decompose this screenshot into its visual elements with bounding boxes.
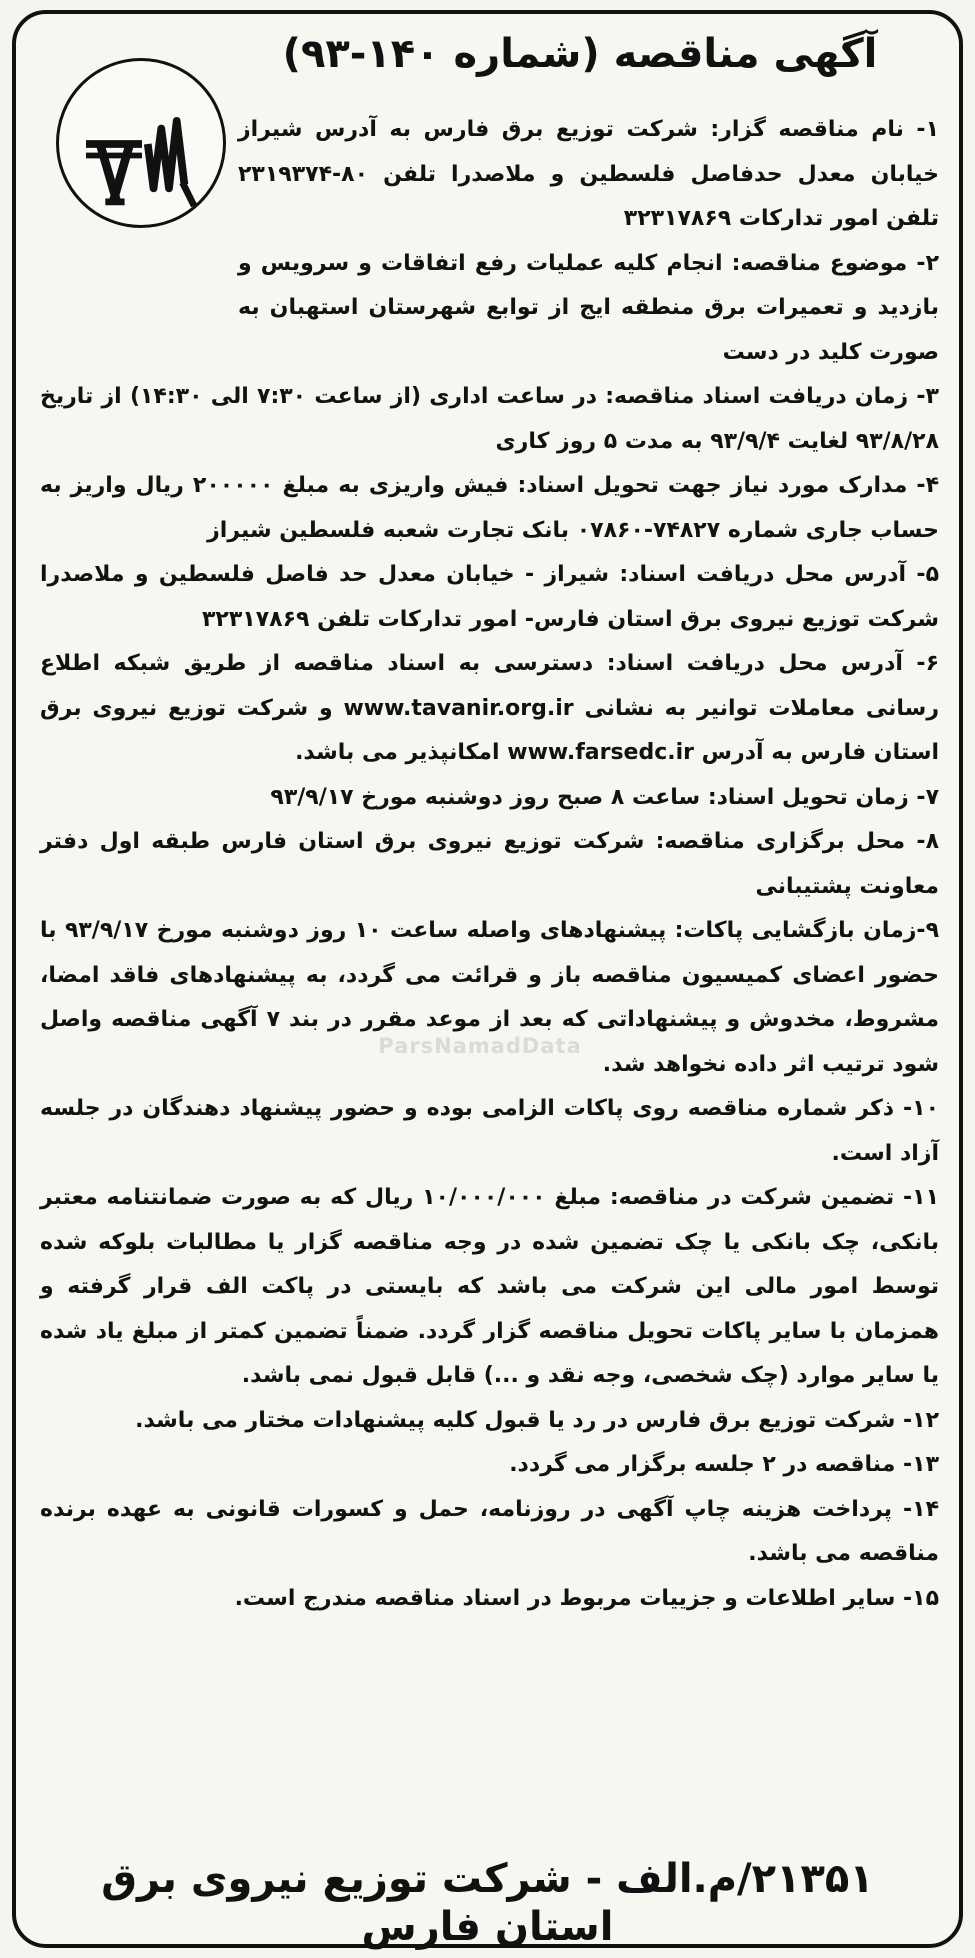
clause-15: ۱۵- سایر اطلاعات و جزییات مربوط در اسناد مناقصه مندرج است. xyxy=(234,1585,939,1611)
clause-6: ۶- آدرس محل دریافت اسناد: دسترسی به اسناد مناقصه از طریق شبکه اطلاع رسانی معاملات توانیر به نشانی www.tavanir.org.ir و شرکت توزیع نیروی برق استان فارس به آدرس www.farsedc.ir امکانپذیر می باشد. xyxy=(40,651,939,765)
clause-9: ۹-زمان بازگشایی پاکات: پیشنهادهای واصله ساعت ۱۰ روز دوشنبه مورخ ۹۳/۹/۱۷ با حضور اعضای کمیسیون مناقصه باز و قرائت می گردد، به پیشنهادهای فاقد امضا، مشروط، مخدوش و پیشنهاداتی که بعد از موعد مقرر در بند ۷ آگهی مناقصه واصل شود ترتیب اثر داده نخواهد شد. xyxy=(40,918,939,1077)
clause-12: ۱۲- شرکت توزیع برق فارس در رد یا قبول کلیه پیشنهادات مختار می باشد. xyxy=(135,1407,939,1433)
ad-title: آگهی مناقصه (شماره ۱۴۰-۹۳) xyxy=(282,31,878,77)
clause-10: ۱۰- ذکر شماره مناقصه روی پاکات الزامی بوده و حضور پیشنهاد دهندگان در جلسه آزاد است. xyxy=(40,1096,939,1166)
clause-5: ۵- آدرس محل دریافت اسناد: شیراز - خیابان معدل حد فاصل فلسطین و ملاصدرا شرکت توزیع نیروی برق استان فارس- امور تدارکات تلفن ۳۲۳۱۷۸۶۹ xyxy=(40,562,939,632)
clause-4: ۴- مدارک مورد نیاز جهت تحویل اسناد: فیش واریزی به مبلغ ۲۰۰۰۰۰ ریال واریز به حساب جاری شماره ۷۴۸۲۷-۰۷۸۶۰ بانک تجارت شعبه فلسطین شیراز xyxy=(40,473,940,543)
watermark-text: ParsNamadData xyxy=(378,1034,582,1058)
clause-11: ۱۱- تضمین شرکت در مناقصه: مبلغ ۱۰/۰۰۰/۰۰۰ ریال که به صورت ضمانتنامه معتبر بانکی، چک بانکی یا چک تضمین شده در وجه مناقصه گزار یا مطالبات بلوکه شده توسط امور مالی این شرکت می باشد که بایستی در پاکت الف قرار گرفته و همزمان با سایر پاکات تحویل مناقصه گزار گردد. ضمناً تضمین کمتر از مبلغ یاد شده یا سایر موارد (چک شخصی، وجه نقد و ...) قابل قبول نمی باشد. xyxy=(40,1185,939,1388)
clause-7: ۷- زمان تحویل اسناد: ساعت ۸ صبح روز دوشنبه مورخ ۹۳/۹/۱۷ xyxy=(270,784,939,810)
ad-footer: ۲۱۳۵۱/م.الف - شرکت توزیع نیروی برق استان فارس xyxy=(101,1856,874,1950)
clause-13: ۱۳- مناقصه در ۲ جلسه برگزار می گردد. xyxy=(509,1452,939,1477)
clause-2: ۲- موضوع مناقصه: انجام کلیه عملیات رفع اتفاقات و سرویس و بازدید و تعمیرات برق منطقه ایج از توابع شهرستان استهبان به صورت کلید در دست xyxy=(238,250,939,365)
clause-1: ۱- نام مناقصه گزار: شرکت توزیع برق فارس به آدرس شیراز خیابان معدل حدفاصل فلسطین و ملاصدرا تلفن ۸۰-۲۳۱۹۳۷۴ تلفن امور تدارکات ۳۲۳۱۷۸۶۹ xyxy=(238,117,939,231)
clause-8: ۸- محل برگزاری مناقصه: شرکت توزیع نیروی برق استان فارس طبقه اول دفتر معاونت پشتیبانی xyxy=(40,829,939,899)
clause-14: ۱۴- پرداخت هزینه چاپ آگهی در روزنامه، حمل و کسورات قانونی به عهده برنده مناقصه می باشد. xyxy=(40,1496,939,1566)
clause-3: ۳- زمان دریافت اسناد مناقصه: در ساعت اداری (از ساعت ۷:۳۰ الی ۱۴:۳۰) از تاریخ ۹۳/۸/۲۸ لغایت ۹۳/۹/۴ به مدت ۵ روز کاری xyxy=(40,384,939,454)
ad-body xyxy=(40,108,939,1621)
